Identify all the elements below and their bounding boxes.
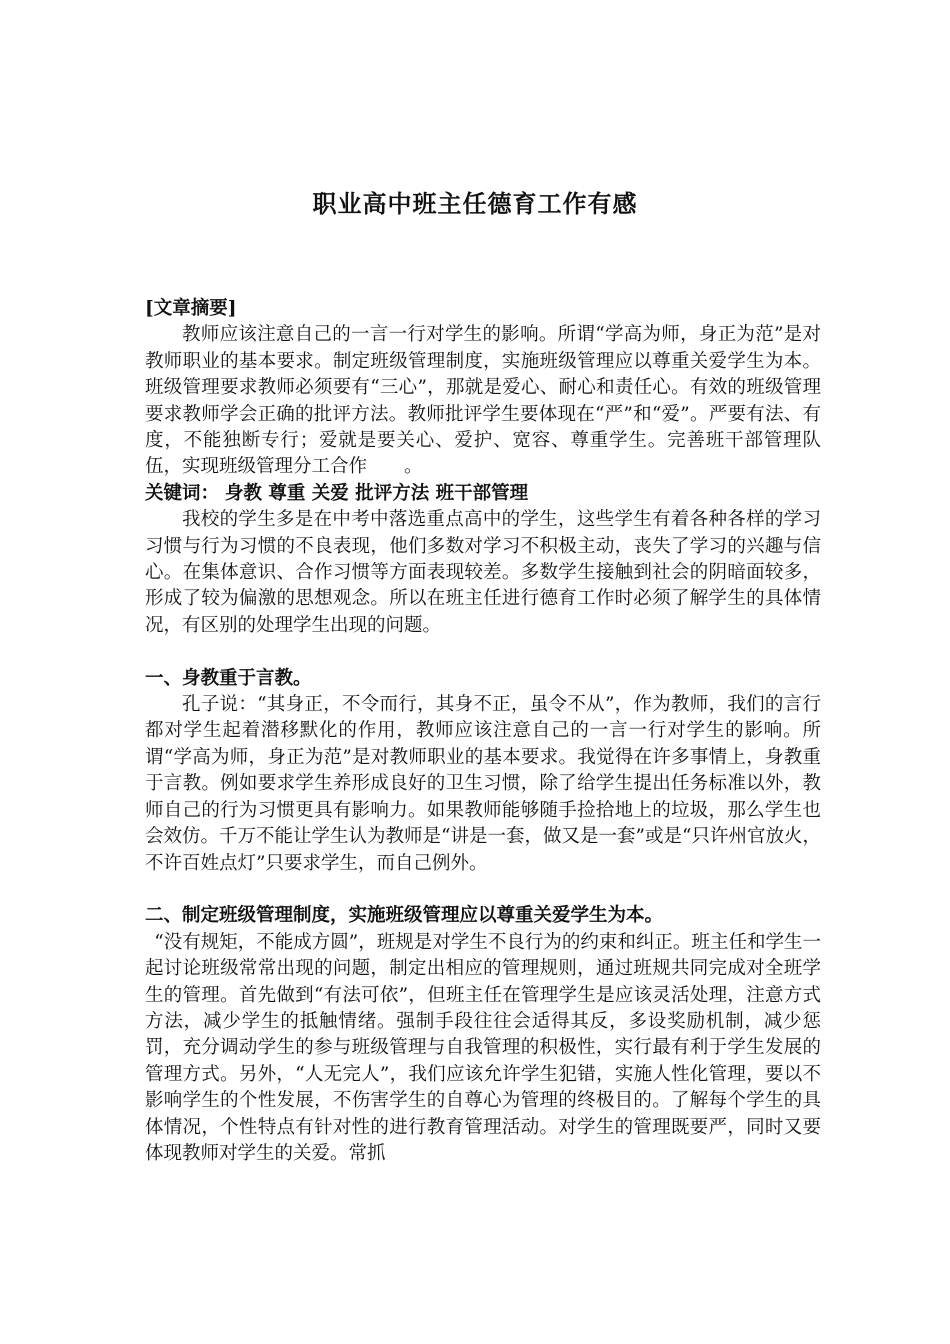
abstract-paragraph: 教师应该注意自己的一言一行对学生的影响。所谓“学高为师，身正为范”是对教师职业的基本要求。制定班级管理制度，实施班级管理应以尊重关爱学生为本。班级管理要求教师必须要有“三心”，那就是爱心、耐心和责任心。有效的班级管理要求教师学会正确的批评方法。教师批评学生要体现在“严”和“爱”。严要有法、有度，不能独断专行；爱就是要关心、爱护、宽容、尊重学生。完善班干部管理队伍，实现班级管理分工合作 。 xyxy=(145,324,821,478)
keywords-value: 身教 尊重 关爱 批评方法 班干部管理 xyxy=(224,482,529,504)
document-title: 职业高中班主任德育工作有感 xyxy=(312,189,638,218)
paragraph-spacer xyxy=(145,877,821,903)
intro-paragraph: 我校的学生多是在中考中落选重点高中的学生，这些学生有着各种各样的学习习惯与行为习惯的不良表现，他们多数对学习不积极主动，丧失了学习的兴趣与信心。在集体意识、合作习惯等方面表现较差。多数学生接触到社会的阴暗面较多，形成了较为偏激的思想观念。所以在班主任进行德育工作时必须了解学生的具体情况，有区别的处理学生出现的问题。 xyxy=(145,509,821,636)
section-1-paragraph: 孔子说：“其身正，不令而行，其身不正，虽令不从”，作为教师，我们的言行都对学生起着潜移默化的作用，教师应该注意自己的一言一行对学生的影响。所谓“学高为师，身正为范”是对教师职业的基本要求。我觉得在许多事情上，身教重于言教。例如要求学生养形成良好的卫生习惯，除了给学生提出任务标准以外，教师自己的行为习惯更具有影响力。如果教师能够随手捡拾地上的垃圾，那么学生也会效仿。千万不能让学生认为教师是“讲是一套，做又是一套”或是“只许州官放火，不许百姓点灯”只要求学生，而自己例外。 xyxy=(145,694,821,874)
section-2-heading: 二、制定班级管理制度，实施班级管理应以尊重关爱学生为本。 xyxy=(145,905,664,927)
section-1-heading: 一、身教重于言教。 xyxy=(145,667,312,689)
document-body xyxy=(145,296,821,1167)
keywords-line xyxy=(145,481,821,507)
paragraph-spacer xyxy=(145,639,821,665)
section-2-paragraph: “没有规矩，不能成方圆”，班规是对学生不良行为的约束和纠正。班主任和学生一起讨论班级常常出现的问题，制定出相应的管理规则，通过班规共同完成对全班学生的管理。首先做到“有法可依”，但班主任在管理学生是应该灵活处理，注意方式方法，减少学生的抵触情绪。强制手段往往会适得其反，多设奖励机制，减少惩罚，充分调动学生的参与班级管理与自我管理的积极性，实行最有利于学生发展的管理方式。另外，“人无完人”，我们应该允许学生犯错，实施人性化管理，要以不影响学生的个性发展，不伤害学生的自尊心为管理的终极目的。了解每个学生的具体情况，个性特点有针对性的进行教育管理活动。对学生的管理既要严，同时又要体现教师对学生的关爱。常抓 xyxy=(145,931,821,1164)
keywords-label: 关键词： xyxy=(145,482,220,504)
abstract-label: [文章摘要] xyxy=(145,298,237,319)
